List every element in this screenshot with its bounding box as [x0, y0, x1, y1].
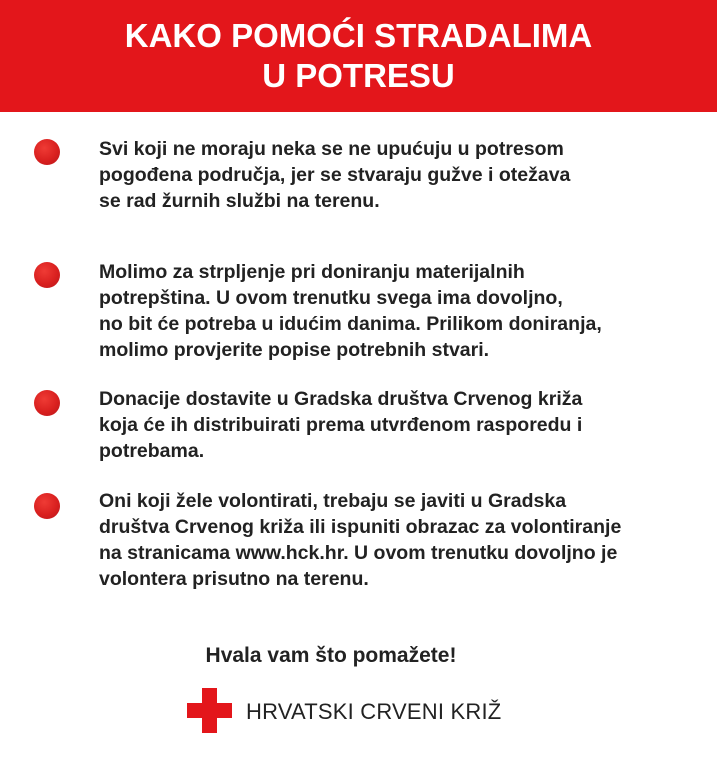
page-title-line-2: U POTRESU	[262, 57, 455, 94]
bullet-dot-icon	[34, 390, 60, 416]
header-banner	[0, 0, 717, 112]
item-line: na stranicama www.hck.hr. U ovom trenutku dovoljno je	[99, 542, 618, 564]
item-text	[99, 136, 699, 214]
item-line: Svi koji ne moraju neka se ne upućuju u potresom	[99, 138, 564, 160]
item-line: no bit će potreba u idućim danima. Prilikom doniranja,	[99, 313, 602, 335]
item-line: Oni koji žele volontirati, trebaju se javiti u Gradska	[99, 490, 567, 512]
item-line: potrepština. U ovom trenutku svega ima dovoljno,	[99, 287, 563, 309]
item-line: Donacije dostavite u Gradska društva Crvenog križa	[99, 388, 583, 410]
item-text	[99, 488, 699, 592]
item-line: koja će ih distribuirati prema utvrđenom rasporedu i	[99, 414, 583, 436]
item-line: potrebama.	[99, 440, 205, 462]
bullet-dot-icon	[34, 262, 60, 288]
item-text	[99, 386, 699, 464]
bullet-dot-icon	[34, 493, 60, 519]
item-line: Molimo za strpljenje pri doniranju materijalnih	[99, 261, 525, 283]
item-text	[99, 259, 699, 363]
item-line: pogođena područja, jer se stvaraju gužve i otežava	[99, 164, 571, 186]
page-title-line-1: KAKO POMOĆI STRADALIMA	[124, 17, 593, 54]
item-line: molimo provjerite popise potrebnih stvari.	[99, 339, 490, 361]
red-cross-icon	[187, 688, 232, 733]
bullet-dot-icon	[34, 139, 60, 165]
item-line: se rad žurnih službi na terenu.	[99, 190, 380, 212]
organization-name: HRVATSKI CRVENI KRIŽ	[246, 699, 502, 724]
item-line: volontera prisutno na terenu.	[99, 568, 369, 590]
item-line: društva Crvenog križa ili ispuniti obrazac za volontiranje	[99, 516, 622, 538]
thank-you-message: Hvala vam što pomažete!	[205, 644, 457, 667]
